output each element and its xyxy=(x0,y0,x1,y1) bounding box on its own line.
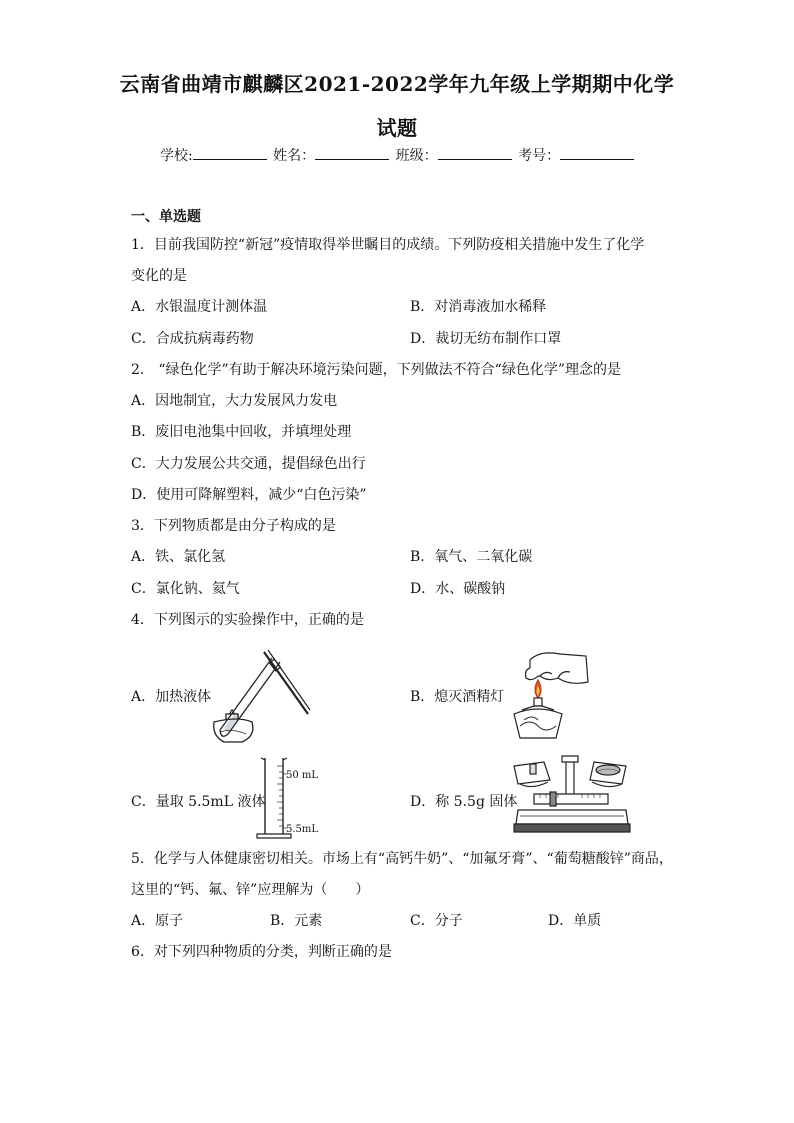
q3-option-a[interactable]: A．铁、氯化氢 xyxy=(131,549,226,565)
graduated-cylinder-illustration xyxy=(255,756,325,840)
balance-scale-illustration xyxy=(510,754,634,836)
q5-option-d[interactable]: D．单质 xyxy=(548,913,602,929)
q3-option-d[interactable]: D．水、碳酸钠 xyxy=(410,581,506,597)
q4-option-b[interactable]: B．熄灭酒精灯 xyxy=(410,689,505,705)
extinguish-lamp-illustration xyxy=(500,648,592,744)
q1-stem-line2: 变化的是 xyxy=(131,268,187,284)
cylinder-label-top: 50 mL xyxy=(286,770,319,781)
q5-option-a[interactable]: A．原子 xyxy=(131,913,184,929)
name-label: 姓名： xyxy=(273,148,316,164)
q3-option-c[interactable]: C．氯化钠、氦气 xyxy=(131,581,240,597)
exam-number-label: 考号： xyxy=(518,148,561,164)
q5-option-c[interactable]: C．分子 xyxy=(410,913,463,929)
q2-option-d[interactable]: D．使用可降解塑料，减少“白色污染” xyxy=(131,487,367,503)
class-label: 班级： xyxy=(395,148,438,164)
q3-stem-line1: 3．下列物质都是由分子构成的是 xyxy=(131,518,336,534)
q5-stem-line2: 这里的“钙、氟、锌”应理解为（ ） xyxy=(131,882,370,898)
q5-option-b[interactable]: B．元素 xyxy=(270,913,323,929)
section-heading: 一、单选题 xyxy=(131,209,201,225)
q3-option-b[interactable]: B．氧气、二氧化碳 xyxy=(410,549,533,565)
exam-number-blank[interactable] xyxy=(560,145,634,160)
school-label: 学校: xyxy=(160,148,193,164)
q1-option-c[interactable]: C．合成抗病毒药物 xyxy=(131,331,254,347)
q1-option-b[interactable]: B．对消毒液加水稀释 xyxy=(410,299,547,315)
q1-option-a[interactable]: A．水银温度计测体温 xyxy=(131,299,268,315)
exam-title-line1: 云南省曲靖市麒麟区2021-2022学年九年级上学期期中化学 xyxy=(119,72,675,96)
student-info-line xyxy=(160,145,660,165)
exam-title-line2: 试题 xyxy=(376,116,418,140)
q2-option-c[interactable]: C．大力发展公共交通，提倡绿色出行 xyxy=(131,456,366,472)
class-blank[interactable] xyxy=(438,145,512,160)
q2-option-b[interactable]: B．废旧电池集中回收，并填埋处理 xyxy=(131,424,352,440)
q4-option-a[interactable]: A．加热液体 xyxy=(131,689,212,705)
q2-option-a[interactable]: A．因地制宜，大力发展风力发电 xyxy=(131,393,338,409)
q4-option-d[interactable]: D．称 5.5g 固体 xyxy=(410,794,518,810)
q4-option-c[interactable]: C．量取 5.5mL 液体 xyxy=(131,794,266,810)
q1-stem-line1: 1．目前我国防控“新冠”疫情取得举世瞩目的成绩。下列防疫相关措施中发生了化学 xyxy=(131,237,645,253)
q2-stem-line1: 2． “绿色化学”有助于解决环境污染问题，下列做法不符合“绿色化学”理念的是 xyxy=(131,362,621,378)
q5-stem-line1: 5．化学与人体健康密切相关。市场上有“高钙牛奶”、“加氟牙膏”、“葡萄糖酸锌”商品， xyxy=(131,851,673,867)
q6-stem-line1: 6．对下列四种物质的分类，判断正确的是 xyxy=(131,944,392,960)
q1-option-d[interactable]: D．裁切无纺布制作口罩 xyxy=(410,331,562,347)
cylinder-label-bottom: 5.5mL xyxy=(286,824,319,835)
name-blank[interactable] xyxy=(315,145,389,160)
school-blank[interactable] xyxy=(193,145,267,160)
q4-stem-line1: 4．下列图示的实验操作中，正确的是 xyxy=(131,612,364,628)
heating-liquid-illustration xyxy=(212,648,312,744)
